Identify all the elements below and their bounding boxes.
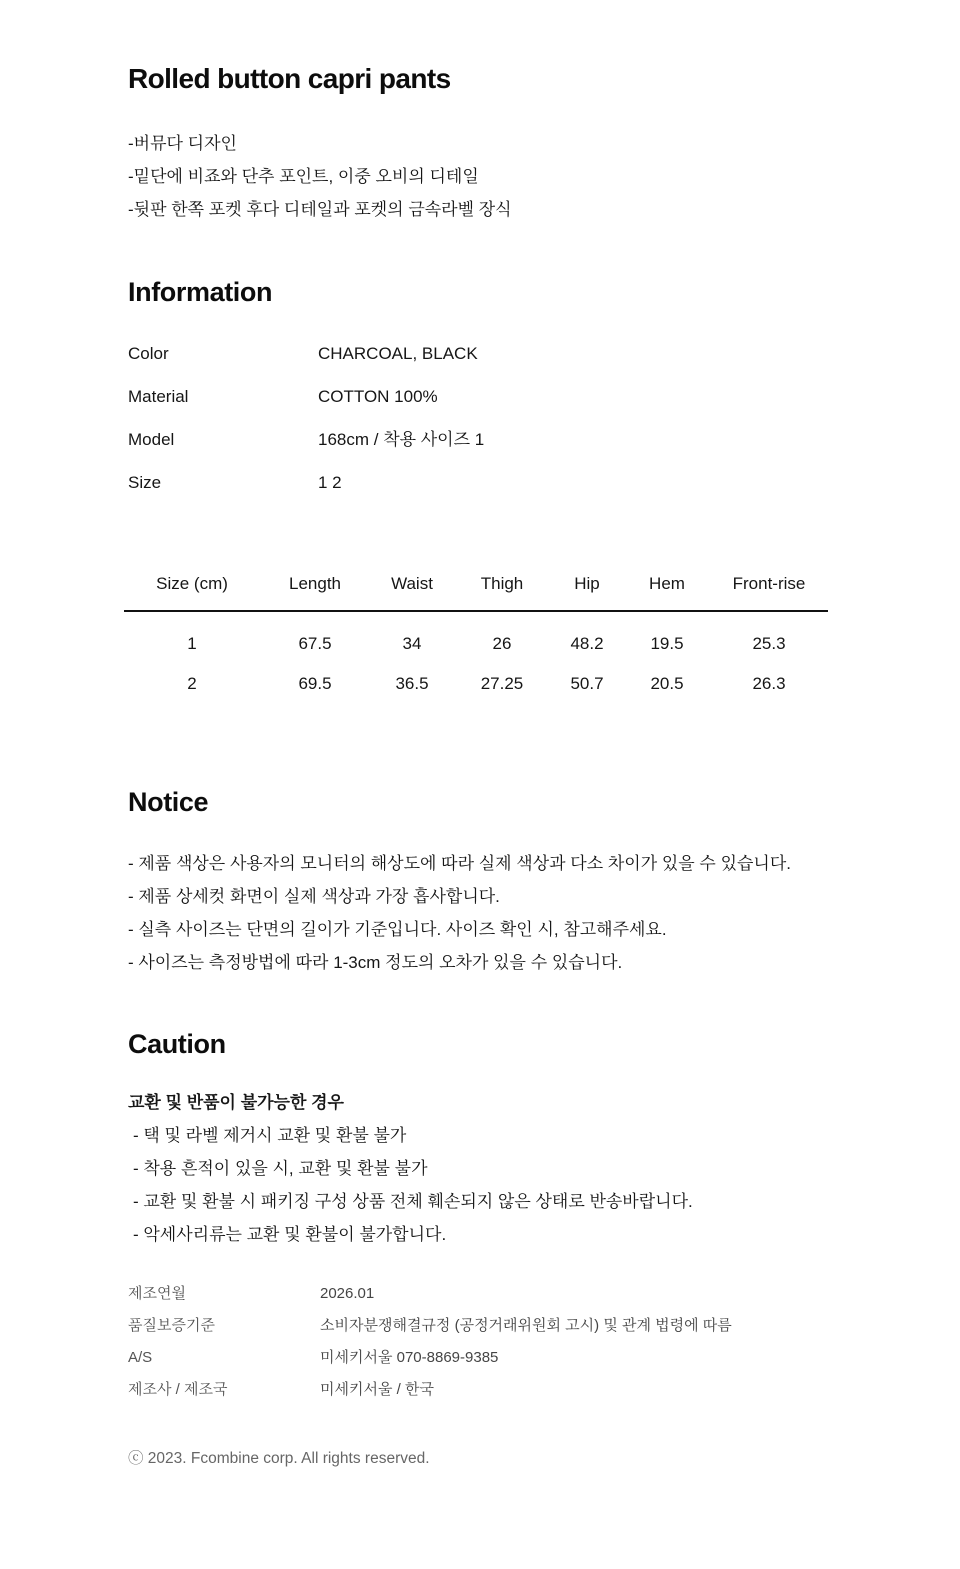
notice-heading: Notice [128, 787, 209, 817]
caution-heading: Caution [128, 1029, 226, 1059]
notice-item: - 제품 상세컷 화면이 실제 색상과 가장 흡사합니다. [128, 887, 500, 906]
notice-items [128, 847, 832, 979]
description-line: -밑단에 비죠와 단추 포인트, 이중 오비의 디테일 [128, 167, 479, 186]
size-table-header-cell: Waist [370, 574, 454, 611]
size-table-cell: 26 [492, 634, 512, 653]
info-value: COTTON 100% [318, 387, 438, 406]
size-table-header-cell: Thigh [454, 574, 550, 611]
manufacturing-section [128, 1285, 832, 1399]
size-table-header-cell: Length [260, 574, 370, 611]
product-description [128, 127, 832, 226]
information-section [128, 277, 832, 493]
info-value: 168cm / 착용 사이즈 1 [318, 430, 485, 449]
manufacturing-row [128, 1285, 832, 1303]
product-title: Rolled button capri pants [128, 63, 451, 94]
size-table-cell: 50.7 [570, 674, 604, 693]
caution-block [128, 1086, 832, 1251]
manufacturing-value: 미세키서울 070-8869-9385 [320, 1349, 499, 1366]
manufacturing-row [128, 1381, 832, 1399]
info-value: 1 2 [318, 473, 342, 492]
manufacturing-label: 제조연월 [128, 1285, 186, 1302]
manufacturing-label: A/S [128, 1349, 153, 1366]
caution-section [128, 1029, 832, 1251]
size-table-header-cell: Hip [550, 574, 624, 611]
info-label: Color [128, 344, 169, 363]
info-row-model [128, 430, 832, 450]
info-row-material [128, 387, 832, 407]
caution-item: - 택 및 라벨 제거시 교환 및 환불 불가 [133, 1126, 407, 1145]
size-table-cell: 48.2 [570, 634, 604, 653]
manufacturing-label: 제조사 / 제조국 [128, 1381, 228, 1398]
information-heading: Information [128, 277, 273, 307]
page-footer [128, 1450, 832, 1468]
caution-item: - 악세사리류는 교환 및 환불이 불가합니다. [133, 1225, 447, 1244]
size-table-cell: 2 [187, 674, 197, 693]
info-label: Size [128, 473, 162, 492]
manufacturing-value: 2026.01 [320, 1285, 375, 1302]
size-table-cell: 26.3 [752, 674, 786, 693]
notice-item: - 실측 사이즈는 단면의 길이가 기준입니다. 사이즈 확인 시, 참고해주세요. [128, 920, 667, 939]
manufacturing-value: 미세키서울 / 한국 [320, 1381, 434, 1398]
info-label: Model [128, 430, 175, 449]
size-table-row [124, 664, 828, 704]
caution-item: - 착용 흔적이 있을 시, 교환 및 환불 불가 [133, 1159, 428, 1178]
notice-item: - 제품 색상은 사용자의 모니터의 해상도에 따라 실제 색상과 다소 차이가 있을 수 있습니다. [128, 854, 791, 873]
size-table-cell: 67.5 [298, 634, 332, 653]
size-table-header-cell: Size (cm) [124, 574, 260, 611]
manufacturing-row [128, 1349, 832, 1367]
size-table-row [124, 611, 828, 664]
copyright-text: ⓒ 2023. Fcombine corp. All rights reserved. [128, 1450, 430, 1467]
manufacturing-value: 소비자분쟁해결규정 (공정거래위원회 고시) 및 관계 법령에 따름 [320, 1317, 732, 1334]
size-table [124, 574, 828, 704]
size-table-cell: 19.5 [650, 634, 684, 653]
size-table-header-cell: Front-rise [710, 574, 828, 611]
manufacturing-row [128, 1317, 832, 1335]
info-row-size [128, 473, 832, 493]
info-label: Material [128, 387, 189, 406]
notice-item: - 사이즈는 측정방법에 따라 1-3cm 정도의 오차가 있을 수 있습니다. [128, 953, 623, 972]
information-rows [128, 344, 832, 493]
size-table-cell: 69.5 [298, 674, 332, 693]
caution-intro: 교환 및 반품이 불가능한 경우 [128, 1093, 344, 1112]
info-value: CHARCOAL, BLACK [318, 344, 478, 363]
size-table-cell: 34 [402, 634, 422, 653]
size-table-cell: 1 [187, 634, 197, 653]
manufacturing-label: 품질보증기준 [128, 1317, 215, 1334]
size-table-cell: 25.3 [752, 634, 786, 653]
caution-items [128, 1119, 832, 1251]
notice-section [128, 787, 832, 979]
caution-item: - 교환 및 환불 시 패키징 구성 상품 전체 훼손되지 않은 상태로 반송바랍니다. [133, 1192, 693, 1211]
size-table-header-cell: Hem [624, 574, 710, 611]
size-table-header-row [124, 574, 828, 611]
size-table-cell: 20.5 [650, 674, 684, 693]
size-table-cell: 36.5 [395, 674, 429, 693]
info-row-color [128, 344, 832, 364]
description-line: -버뮤다 디자인 [128, 134, 237, 153]
size-table-cell: 27.25 [480, 674, 524, 693]
description-line: -뒷판 한쪽 포켓 후다 디테일과 포켓의 금속라벨 장식 [128, 200, 512, 219]
